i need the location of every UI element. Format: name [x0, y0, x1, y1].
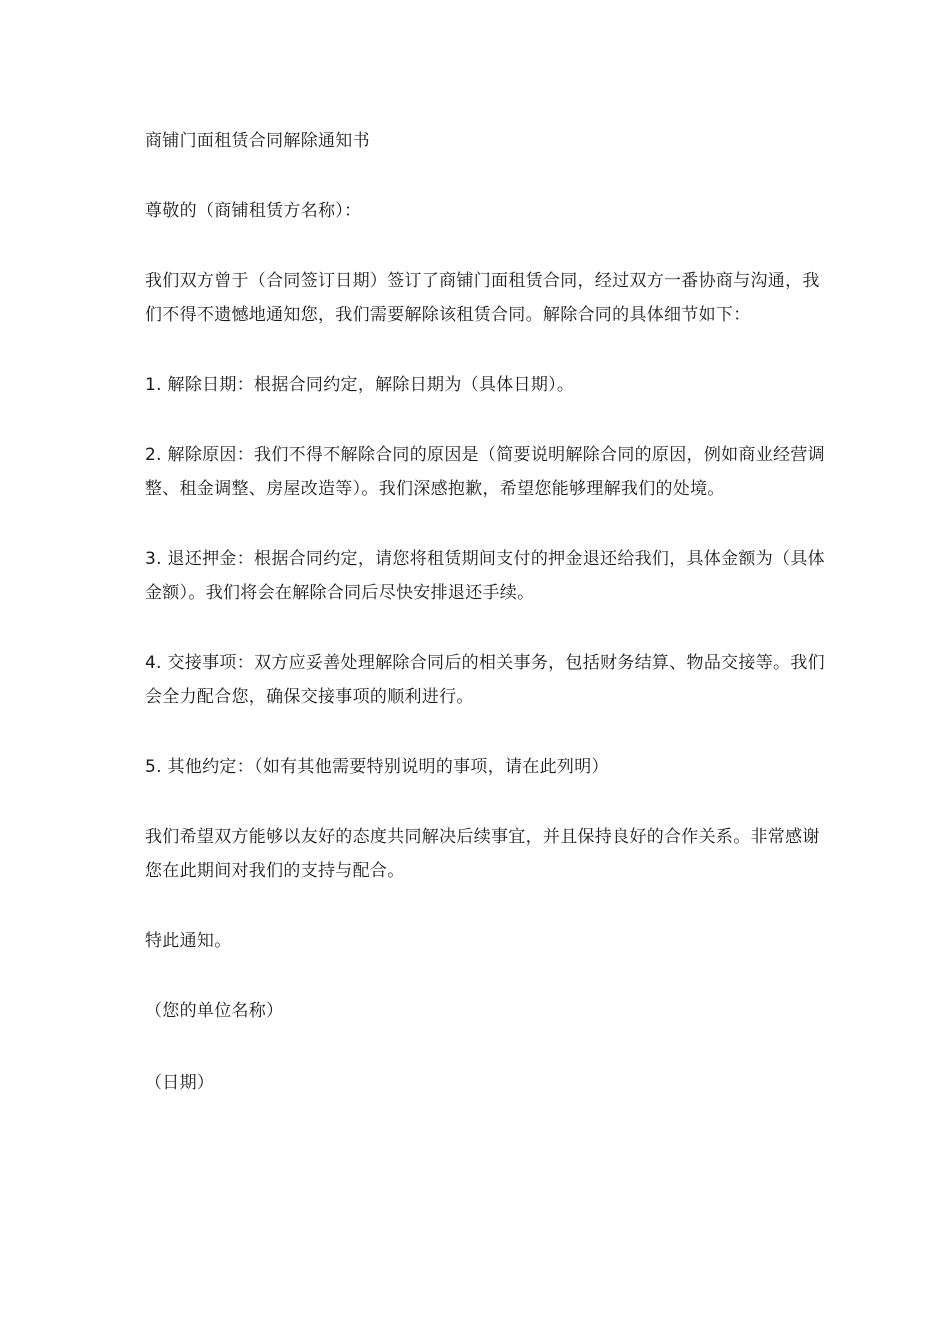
- document-body: [145, 124, 835, 1138]
- item-termination-date: 1. 解除日期：根据合同约定，解除日期为（具体日期）。: [145, 375, 575, 395]
- item-deposit-refund: 3. 退还押金：根据合同约定，请您将租赁期间支付的押金退还给我们，具体金额为（具体金额）。我们将会在解除合同后尽快安排退还手续。: [145, 549, 825, 603]
- item-handover: 4. 交接事项：双方应妥善处理解除合同后的相关事务，包括财务结算、物品交接等。我们会全力配合您，确保交接事项的顺利进行。: [145, 653, 825, 707]
- item-termination-reason: 2. 解除原因：我们不得不解除合同的原因是（简要说明解除合同的原因，例如商业经营调整、租金调整、房屋改造等）。我们深感抱歉，希望您能够理解我们的处境。: [145, 445, 825, 499]
- salutation: 尊敬的（商铺租赁方名称）：: [145, 201, 362, 221]
- notice-line: 特此通知。: [145, 931, 232, 951]
- closing-paragraph: 我们希望双方能够以友好的态度共同解决后续事宜，并且保持良好的合作关系。非常感谢您在此期间对我们的支持与配合。: [145, 827, 820, 881]
- signature-organization: （您的单位名称）: [145, 1001, 284, 1021]
- intro-paragraph: 我们双方曾于（合同签订日期）签订了商铺门面租赁合同，经过双方一番协商与沟通，我们不得不遗憾地通知您，我们需要解除该租赁合同。解除合同的具体细节如下：: [145, 271, 820, 325]
- item-other-terms: 5. 其他约定：（如有其他需要特别说明的事项，请在此列明）: [145, 757, 609, 777]
- signature-date: （日期）: [145, 1073, 215, 1093]
- document-title: 商铺门面租赁合同解除通知书: [145, 131, 370, 151]
